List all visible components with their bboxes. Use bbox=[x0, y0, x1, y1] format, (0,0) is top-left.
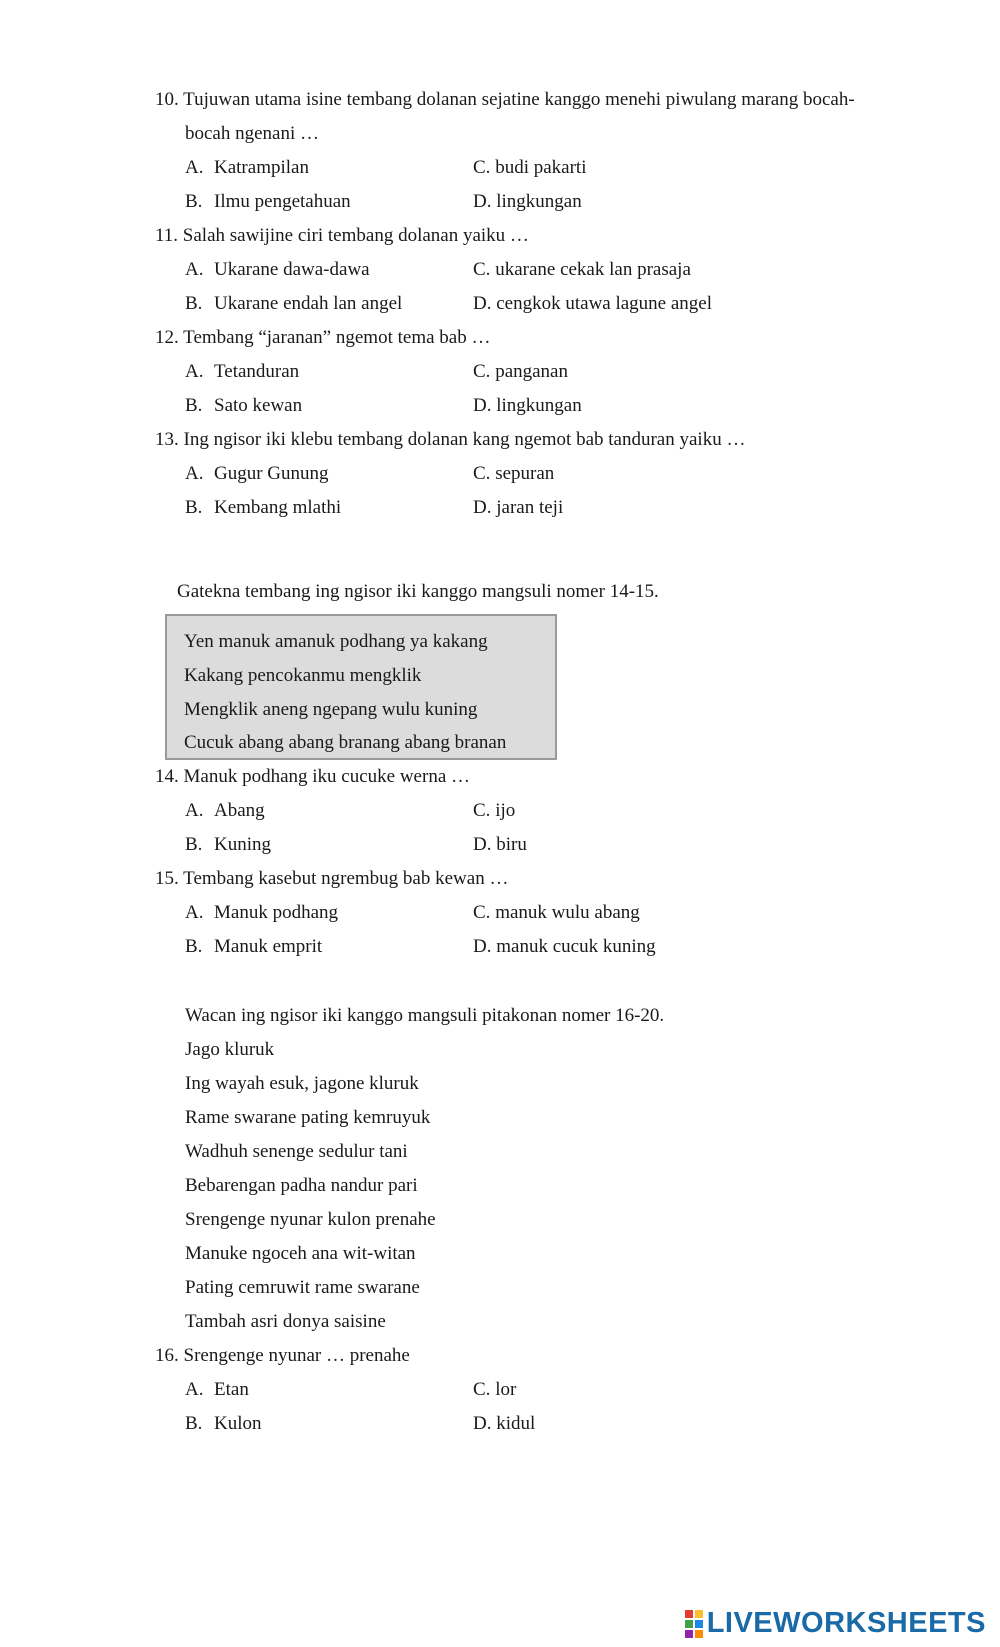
q10-option-a[interactable]: A. Katrampilan bbox=[185, 157, 309, 178]
q11-option-d[interactable]: D. cengkok utawa lagune angel bbox=[473, 293, 713, 314]
q14-option-d[interactable]: D. biru bbox=[473, 834, 527, 855]
logo-block bbox=[695, 1630, 703, 1638]
question-11-text bbox=[155, 224, 529, 248]
liveworksheets-logo[interactable] bbox=[685, 1607, 986, 1640]
q15-option-a[interactable]: A. Manuk podhang bbox=[185, 902, 339, 923]
q11-option-b[interactable]: B. Ukarane endah lan angel bbox=[185, 293, 403, 314]
q10-option-c[interactable]: C. budi pakarti bbox=[473, 157, 587, 178]
instruction-14-15: Gatekna tembang ing ngisor iki kanggo mangsuli nomer 14-15. bbox=[177, 581, 659, 602]
q13-option-b[interactable]: B. Kembang mlathi bbox=[185, 497, 342, 518]
q11-option-c[interactable]: C. ukarane cekak lan prasaja bbox=[473, 259, 691, 280]
logo-text: LIVEWORKSHEETS bbox=[706, 1607, 986, 1639]
q11-option-a[interactable]: A. Ukarane dawa-dawa bbox=[185, 259, 370, 280]
question-text: Srengenge nyunar … prenahe bbox=[183, 1345, 410, 1366]
poem-line: Mengklik aneng ngepang wulu kuning bbox=[184, 699, 478, 720]
q10-option-b[interactable]: B. Ilmu pengetahuan bbox=[185, 191, 351, 212]
question-text: Tembang kasebut ngrembug bab kewan … bbox=[183, 868, 509, 889]
poem-line: Cucuk abang abang branang abang branan bbox=[184, 732, 507, 753]
question-text: Tujuwan utama isine tembang dolanan sejatine kanggo menehi piwulang marang bocah- bbox=[183, 89, 855, 110]
q12-option-c[interactable]: C. panganan bbox=[473, 361, 568, 382]
question-15-text bbox=[155, 867, 508, 891]
question-number: 12. bbox=[155, 327, 179, 348]
reading-title: Jago kluruk bbox=[185, 1039, 275, 1060]
question-text: Manuk podhang iku cucuke werna … bbox=[183, 766, 471, 787]
reading-line: Wadhuh senenge sedulur tani bbox=[185, 1141, 408, 1162]
q12-option-b[interactable]: B. Sato kewan bbox=[185, 395, 303, 416]
q12-option-a[interactable]: A. Tetanduran bbox=[185, 361, 300, 382]
q13-option-d[interactable]: D. jaran teji bbox=[473, 497, 564, 518]
q15-option-c[interactable]: C. manuk wulu abang bbox=[473, 902, 640, 923]
question-number: 15. bbox=[155, 868, 179, 889]
question-number: 13. bbox=[155, 429, 179, 450]
reading-line: Tambah asri donya saisine bbox=[185, 1311, 386, 1332]
q10-option-d[interactable]: D. lingkungan bbox=[473, 191, 582, 212]
question-text: Ing ngisor iki klebu tembang dolanan kang ngemot bab tanduran yaiku … bbox=[183, 429, 746, 450]
question-10-text bbox=[155, 88, 855, 112]
reading-line: Bebarengan padha nandur pari bbox=[185, 1175, 418, 1196]
logo-block bbox=[685, 1620, 693, 1628]
logo-block bbox=[695, 1610, 703, 1618]
logo-block bbox=[685, 1630, 693, 1638]
reading-line: Pating cemruwit rame swarane bbox=[185, 1277, 420, 1298]
logo-block bbox=[695, 1620, 703, 1628]
q16-option-a[interactable]: A. Etan bbox=[185, 1379, 249, 1400]
reading-line: Srengenge nyunar kulon prenahe bbox=[185, 1209, 436, 1230]
reading-line: Rame swarane pating kemruyuk bbox=[185, 1107, 431, 1128]
question-text: Tembang “jaranan” ngemot tema bab … bbox=[183, 327, 491, 348]
question-number: 14. bbox=[155, 766, 179, 787]
q16-option-c[interactable]: C. lor bbox=[473, 1379, 517, 1400]
q16-option-d[interactable]: D. kidul bbox=[473, 1413, 536, 1434]
poem-line: Kakang pencokanmu mengklik bbox=[184, 665, 422, 686]
q16-option-b[interactable]: B. Kulon bbox=[185, 1413, 262, 1434]
poem-line: Yen manuk amanuk podhang ya kakang bbox=[184, 631, 488, 652]
q12-option-d[interactable]: D. lingkungan bbox=[473, 395, 582, 416]
question-16-text bbox=[155, 1344, 410, 1368]
reading-line: Ing wayah esuk, jagone kluruk bbox=[185, 1073, 419, 1094]
q15-option-b[interactable]: B. Manuk emprit bbox=[185, 936, 323, 957]
question-14-text bbox=[155, 765, 470, 789]
q13-option-a[interactable]: A. Gugur Gunung bbox=[185, 463, 329, 484]
question-number: 11. bbox=[155, 225, 179, 246]
question-text: Salah sawijine ciri tembang dolanan yaiku … bbox=[182, 225, 529, 246]
logo-blocks-icon bbox=[685, 1610, 703, 1638]
q14-option-a[interactable]: A. Abang bbox=[185, 800, 265, 821]
q14-option-c[interactable]: C. ijo bbox=[473, 800, 516, 821]
q13-option-c[interactable]: C. sepuran bbox=[473, 463, 555, 484]
question-number: 16. bbox=[155, 1345, 179, 1366]
logo-block bbox=[685, 1610, 693, 1618]
question-10-text-cont: bocah ngenani … bbox=[185, 123, 320, 144]
q14-option-b[interactable]: B. Kuning bbox=[185, 834, 271, 855]
instruction-16-20: Wacan ing ngisor iki kanggo mangsuli pitakonan nomer 16-20. bbox=[185, 1005, 665, 1026]
question-13-text bbox=[155, 428, 745, 452]
question-12-text bbox=[155, 326, 490, 350]
question-number: 10. bbox=[155, 89, 179, 110]
reading-line: Manuke ngoceh ana wit-witan bbox=[185, 1243, 416, 1264]
q15-option-d[interactable]: D. manuk cucuk kuning bbox=[473, 936, 656, 957]
poem-box bbox=[165, 614, 557, 760]
